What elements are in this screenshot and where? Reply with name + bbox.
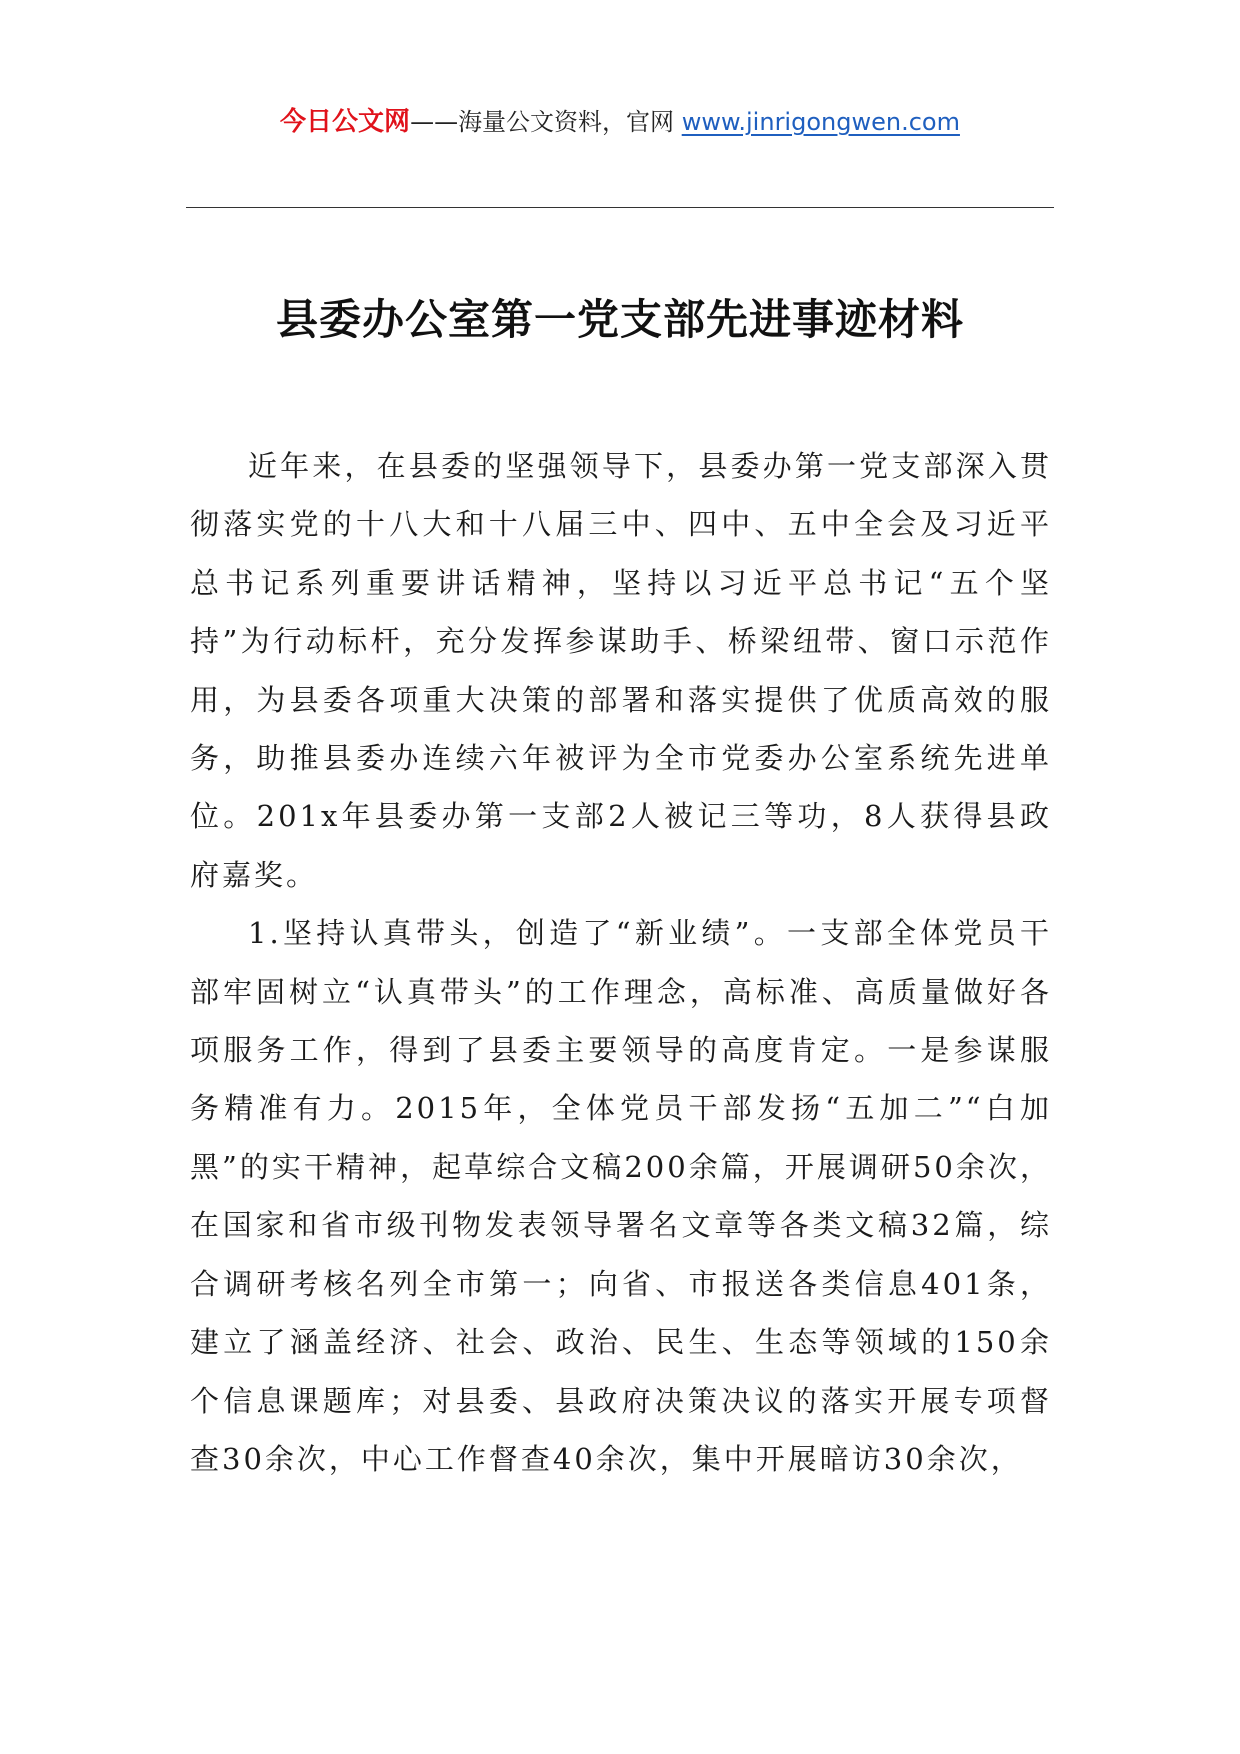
paragraph-intro: 近年来，在县委的坚强领导下，县委办第一党支部深入贯彻落实党的十八大和十八届三中、四中、五中全会及习近平总书记系列重要讲话精神，坚持以习近平总书记“五个坚持”为行动标杆，充分发挥参谋助手、桥梁纽带、窗口示范作用，为县委各项重大决策的部署和落实提供了优质高效的服务，助推县委办连续六年被评为全市党委办公室系统先进单位。201x年县委办第一支部2人被记三等功，8人获得县政府嘉奖。 [190,449,1052,892]
header-dash: —— [410,108,459,136]
site-tagline: 海量公文资料，官网 [458,108,682,136]
site-header [0,104,1240,140]
paragraph-section-1: 1.坚持认真带头，创造了“新业绩”。一支部全体党员干部牢固树立“认真带头”的工作理念，高标准、高质量做好各项服务工作，得到了县委主要领导的高度肯定。一是参谋服务精准有力。2015年，全体党员干部发扬“五加二”“白加黑”的实干精神，起草综合文稿200余篇，开展调研50余次，在国家和省市级刊物发表领导署名文章等各类文稿32篇，综合调研考核名列全市第一；向省、市报送各类信息401条，建立了涵盖经济、社会、政治、民生、生态等领域的150余个信息课题库；对县委、县政府决策决议的落实开展专项督查30余次，中心工作督查40余次，集中开展暗访30余次， [190,916,1052,1476]
document-title: 县委办公室第一党支部先进事迹材料 [275,295,964,344]
site-url-link[interactable]: www.jinrigongwen.com [681,108,960,136]
document-body [190,437,1052,1488]
site-brand: 今日公文网 [280,107,411,137]
header-divider [186,207,1054,208]
